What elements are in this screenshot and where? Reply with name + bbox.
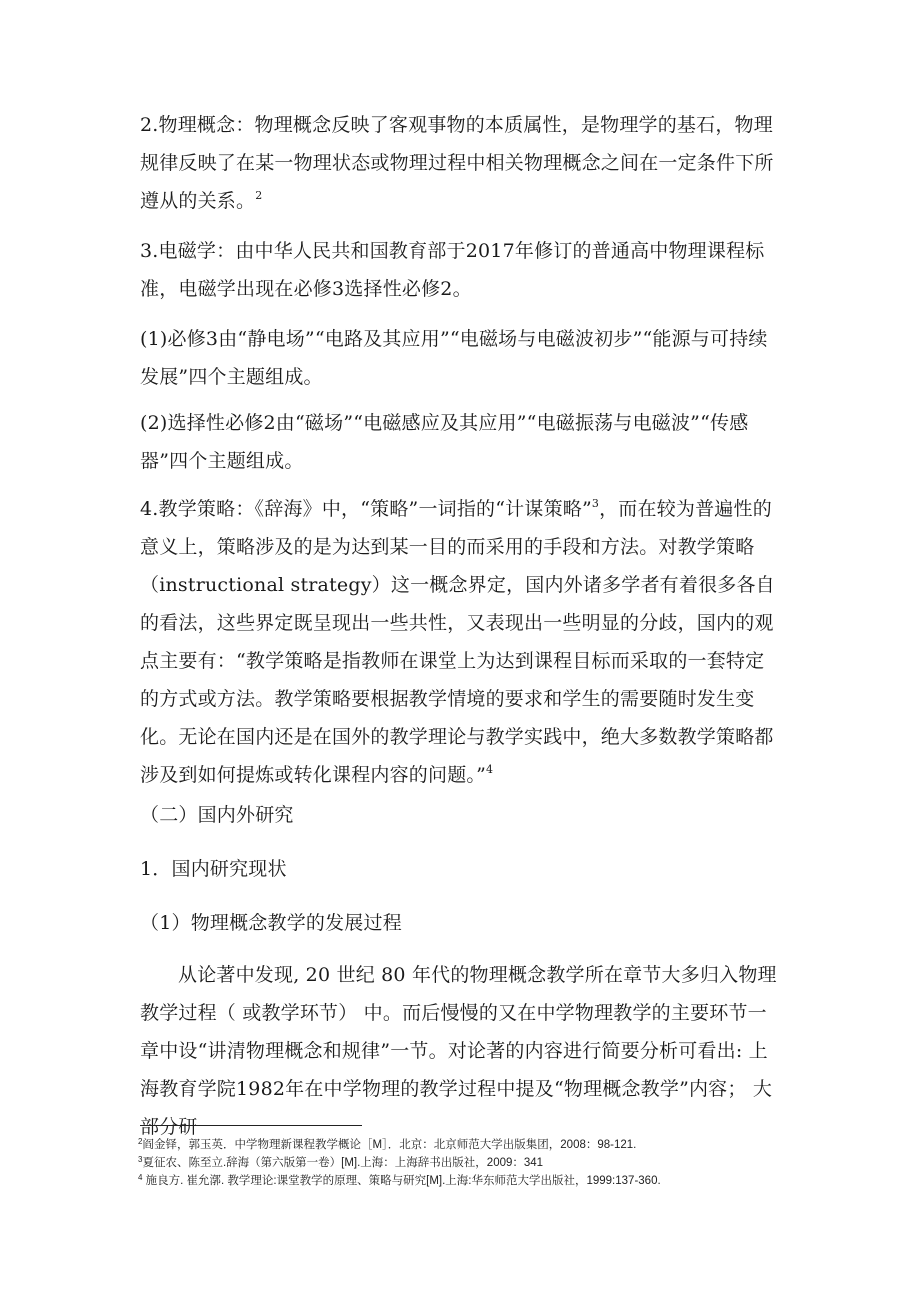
footnote-4: [138, 1172, 838, 1190]
subheading-domestic-status: 1．国内研究现状: [140, 858, 287, 880]
section-heading-research: （二）国内外研究: [140, 804, 294, 826]
paragraph-elective-2: (2)选择性必修2由“磁场”“电磁感应及其应用”“电磁振荡与电磁波”“传感器”四个主题组成。: [140, 412, 749, 472]
footnote-3: [138, 1154, 838, 1172]
paragraph-electromagnetism: 3.电磁学：由中华人民共和国教育部于2017年修订的普通高中物理课程标准，电磁学出现在必修3选择性必修2。: [140, 240, 765, 300]
footnote-divider: [140, 1125, 362, 1126]
footnote-number: 3: [138, 1155, 143, 1164]
paragraph-physics-concept: [140, 106, 780, 220]
footnote-2: [138, 1136, 838, 1154]
footnote-number: 4: [138, 1173, 143, 1182]
paragraph-text: 4.教学策略：《辞海》中，“策略”一词指的“计谋策略”: [140, 498, 592, 520]
paragraph-text: 2.物理概念：物理概念反映了客观事物的本质属性，是物理学的基石，物理规律反映了在某一物理状态或物理过程中相关物理概念之间在一定条件下所遵从的关系。: [140, 114, 774, 212]
paragraph-development-body: 从论著中发现, 20 世纪 80 年代的物理概念教学所在章节大多归入物理教学过程（ 或教学环节） 中。而后慢慢的又在中学物理教学的主要环节一章中设“讲清物理概念和规律”一节。对论著的内容进行简要分析可看出: 上海教育学院1982年在中学物理的教学过程中提及“物理概念教学”内容； 大部分研: [140, 964, 777, 1138]
footnote-ref-2: 2: [255, 189, 263, 202]
subheading-development-process: （1）物理概念教学的发展过程: [140, 912, 402, 934]
footnote-text: 施良方. 崔允漷. 教学理论:课堂教学的原理、策略与研究[M].上海:华东师范大学出版社，1999:137-360.: [142, 1175, 661, 1187]
footnote-ref-4: 4: [486, 763, 494, 776]
paragraph-text: ，而在较为普遍性的意义上，策略涉及的是为达到某一目的而采用的手段和方法。对教学策略（instructional strategy）这一概念界定，国内外诸多学者有着很多各自的看法，这些界定既呈现出一些共性，又表现出一些明显的分歧，国内的观点主要有：“教学策略是指教师在课堂上为达到课程目标而采取的一套特定的方式或方法。教学策略要根据教学情境的要求和学生的需要随时发生变化。无论在国内还是在国外的教学理论与教学实践中，绝大多数教学策略都涉及到如何提炼或转化课程内容的问题。”: [140, 498, 775, 786]
footnote-number: 2: [138, 1137, 143, 1146]
footnote-ref-3: 3: [591, 497, 600, 510]
footnote-text: 夏征农、陈至立.辞海（第六版第一卷）[M].上海：上海辞书出版社，2009：341: [142, 1157, 544, 1169]
paragraph-teaching-strategy: [140, 490, 780, 794]
paragraph-required-3: (1)必修3由“静电场”“电路及其应用”“电磁场与电磁波初步”“能源与可持续发展”四个主题组成。: [140, 328, 768, 388]
footnote-text: 阎金铎，郭玉英．中学物理新课程教学概论［M］．北京：北京师范大学出版集团，2008：98-121.: [142, 1139, 637, 1151]
